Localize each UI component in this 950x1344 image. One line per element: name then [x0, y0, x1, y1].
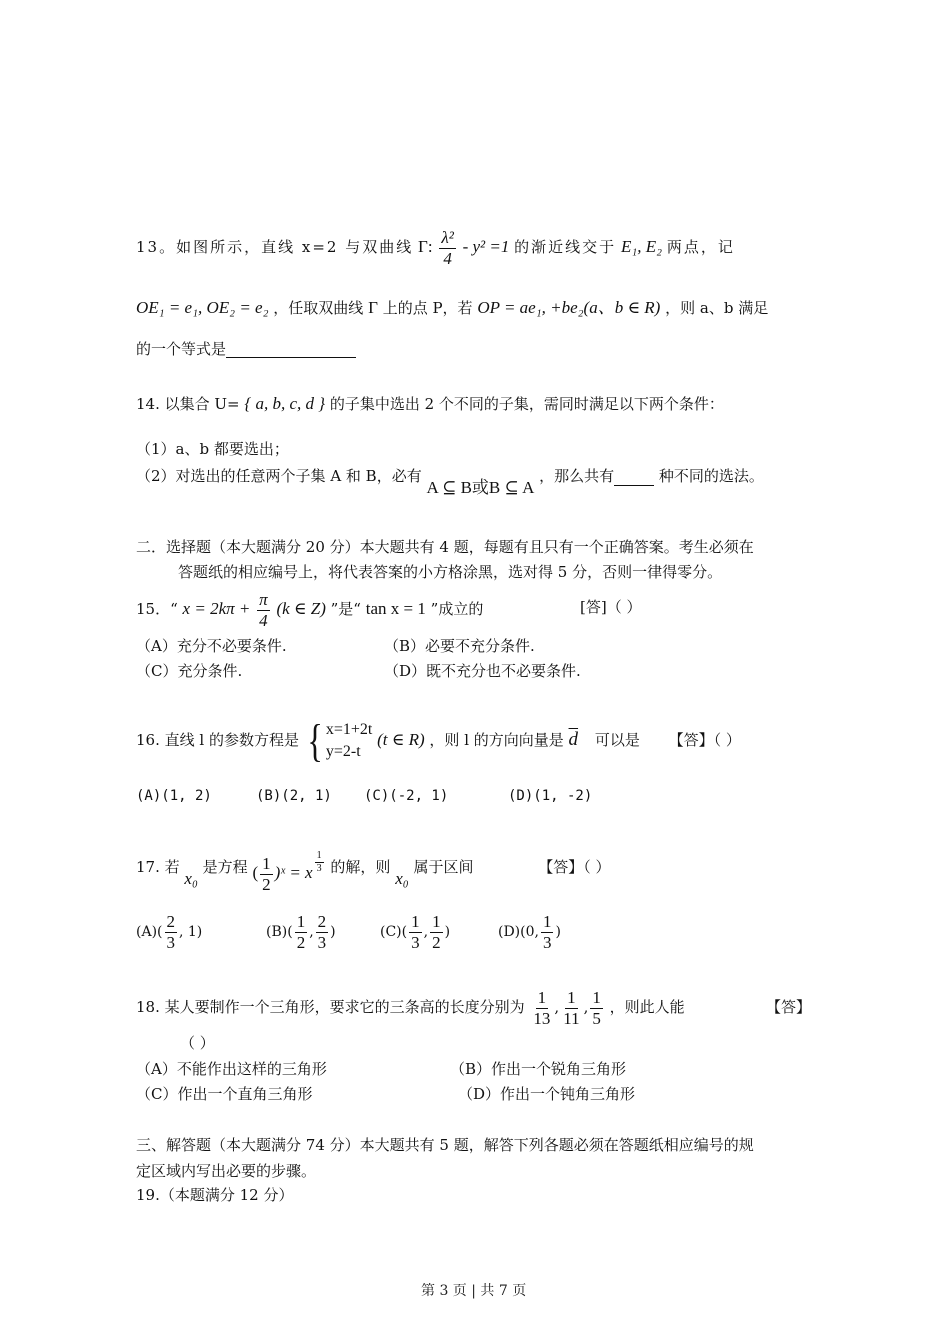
q18-f1-num: 1 — [537, 988, 547, 1007]
q13-hyperbola-den: 4 — [443, 248, 452, 268]
q13-suffix: 两点，记 — [666, 238, 735, 257]
q17-opt-c-comma: , — [423, 924, 429, 941]
q19-title: 19.（本题满分 12 分） — [136, 1186, 294, 1204]
q17-opt-c-d1: 3 — [411, 932, 420, 952]
q15-option-a[interactable]: （A）充分不必要条件. — [136, 637, 287, 655]
q13-op-expr: OP = ae₁, +be₂(a、b ∈ R) — [477, 298, 661, 317]
q13-mid: 的渐近线交于 — [514, 238, 617, 257]
q18-suffix: ，则此人能 — [609, 998, 685, 1017]
q17-equation: ( $\frac{1}{2}$ )ˣ = x $^{\frac{1}{3}}$ — [252, 850, 322, 894]
q18-option-b[interactable]: （B）作出一个锐角三角形 — [450, 1060, 627, 1078]
q13-vectors: OE₁ = e₁, OE₂ = e₂ — [136, 298, 269, 317]
q17-mid2: 的解，则 — [330, 857, 391, 876]
q14-prefix: 14. 以集合 U= — [136, 395, 240, 413]
q15-tan-expr: tan x = 1 — [365, 599, 426, 619]
q15-x-expr: x = 2kπ + — [182, 599, 251, 619]
q18-f3-den: 5 — [592, 1008, 601, 1028]
q17-option-b[interactable] — [266, 912, 336, 952]
q15-pi-fraction — [257, 590, 270, 630]
q14-cond2-suffix: 种不同的选法。 — [658, 467, 764, 485]
q17-exp-num: 1 — [316, 850, 322, 862]
q13-line2 — [136, 298, 768, 318]
q17-opt-c-d2: 2 — [432, 932, 441, 952]
q15-answer: [答]（ ） — [580, 598, 642, 616]
q14-answer-blank[interactable] — [614, 471, 654, 486]
q18-option-d[interactable]: （D）作出一个钝角三角形 — [458, 1085, 636, 1103]
q16-t-domain: (t ∈ R) — [377, 730, 425, 749]
q17-x0b: x₀ — [395, 868, 409, 888]
q16-prefix: 16. 直线 l 的参数方程是 — [136, 731, 299, 749]
q17-opt-b-d2: 3 — [317, 932, 327, 952]
q17-opt-a-label: (A)( — [136, 924, 163, 941]
q16-option-b[interactable]: (B)(2, 1) — [256, 788, 332, 804]
q16-stem — [136, 715, 741, 766]
q15-four: 4 — [259, 610, 268, 630]
q14-cond1: （1）a、b 都要选出； — [136, 440, 289, 458]
q17-opt-b-label: (B)( — [266, 924, 293, 941]
q15-suffix: ”成立的 — [430, 600, 484, 619]
q16-option-d[interactable]: (D)(1, -2) — [508, 788, 593, 804]
q16-brace: { — [307, 715, 323, 766]
q16-system — [304, 715, 373, 766]
q18-option-a[interactable]: （A）不能作出这样的三角形 — [136, 1060, 327, 1078]
q17-stem — [136, 848, 611, 894]
q17-opt-c-label: (C)( — [380, 924, 408, 941]
q13-suffix2: ，则 a、b 满足 — [665, 299, 769, 317]
q15-mid: ”是“ — [330, 600, 361, 619]
q15-option-d[interactable]: （D）既不充分也不必要条件. — [384, 662, 581, 680]
q13-gamma-colon: Γ: — [417, 237, 433, 257]
section3-line1: 三、解答题（本大题满分 74 分）本大题共有 5 题，解答下列各题必须在答题纸相应编号的规 — [136, 1136, 754, 1154]
q13-mid3: 上的点 P，若 — [382, 299, 473, 317]
page-footer: 第 3 页 | 共 7 页 — [421, 1283, 527, 1299]
q17-opt-c-fraction2 — [430, 912, 443, 952]
q17-opt-b-fraction2 — [316, 912, 329, 952]
section2-line2: 答题纸的相应编号上，将代表答案的小方格涂黑，选对得 5 分，否则一律得零分。 — [178, 563, 723, 581]
q17-exp-den: 3 — [316, 862, 322, 874]
q15-option-b[interactable]: （B）必要不充分条件. — [384, 637, 535, 655]
q17-opt-c-close: ) — [444, 924, 451, 941]
q15-pi: π — [259, 590, 268, 609]
q13-hyperbola-rest: - y² =1 — [462, 237, 510, 257]
q16-row1: x=1+2t — [325, 721, 373, 739]
q17-option-d[interactable] — [498, 912, 561, 952]
q17-opt-d-close: ) — [555, 924, 561, 941]
q16-rows — [326, 719, 373, 762]
q17-opt-b-d1: 2 — [296, 932, 306, 952]
q18-f2-den: 11 — [563, 1008, 580, 1028]
q16-answer: 【答】（ ） — [668, 731, 741, 749]
q18-answer: 【答】 — [766, 998, 812, 1016]
q17-option-a[interactable] — [136, 912, 202, 952]
q18-stem: 18. 某人要制作一个三角形，要求它的三条高的长度分别为 $\frac{1}{13}$ , $\frac{1}{11}$ , $\frac{1}{5}$ ，则此人能 — [136, 988, 685, 1028]
q16-option-a[interactable]: (A)(1, 2) — [136, 788, 212, 804]
q13-hyperbola-num: λ² — [441, 228, 454, 247]
q16-row2: y=2-t — [325, 743, 361, 760]
q17-opt-b-n2: 2 — [317, 912, 327, 931]
q13-answer-blank[interactable] — [226, 343, 356, 358]
q18-prefix: 18. 某人要制作一个三角形，要求它的三条高的长度分别为 — [136, 998, 525, 1017]
q13-line3 — [136, 340, 356, 358]
q17-exponent — [315, 850, 324, 874]
q17-opt-b-fraction1 — [295, 912, 308, 952]
q17-eq-num: 1 — [262, 854, 271, 873]
q17-opt-a-den: 3 — [166, 932, 175, 952]
q18-fraction3 — [590, 988, 603, 1028]
q15-prefix: 15．“ — [136, 600, 178, 619]
q15-option-c[interactable]: （C）充分条件. — [136, 662, 243, 680]
q16-suffix: 可以是 — [594, 731, 640, 749]
q14-cond2 — [136, 466, 764, 497]
q17-opt-c-n1: 1 — [411, 912, 420, 931]
q17-opt-d-fraction — [541, 912, 554, 952]
q13-line3-text: 的一个等式是 — [136, 340, 227, 358]
q17-opt-a-num: 2 — [166, 912, 175, 931]
q13-mid2: ，任取双曲线 — [273, 299, 364, 317]
q18-f3-num: 1 — [592, 988, 601, 1007]
q17-opt-b-comma: , — [309, 924, 314, 941]
q13-prefix: 13。如图所示，直线 x=2 与双曲线 — [136, 238, 414, 257]
q17-answer: 【答】（ ） — [538, 857, 611, 876]
q17-eq-rest: )ˣ = x — [274, 862, 313, 882]
q13-points: E₁, E₂ — [620, 237, 663, 257]
q17-opt-d-label: (D)(0, — [498, 924, 539, 941]
q17-opt-d-den: 3 — [542, 932, 552, 952]
q18-fraction1 — [531, 988, 552, 1028]
q17-mid3: 属于区间 — [413, 857, 474, 876]
q16-d-vector: $\overline{d}$ — [568, 729, 579, 750]
q17-opt-b-n1: 1 — [296, 912, 306, 931]
q17-x0: x₀ — [184, 868, 198, 888]
q17-opt-c-n2: 1 — [432, 912, 441, 931]
q16-option-c[interactable]: (C)(-2, 1) — [364, 788, 449, 804]
q17-option-c[interactable] — [380, 912, 450, 952]
q13-line1 — [136, 228, 735, 268]
q14-cond2-mid: ，那么共有 — [539, 467, 615, 485]
q13-gamma: Γ — [368, 298, 378, 317]
q14-line1 — [136, 394, 724, 414]
q17-opt-d-num: 1 — [542, 912, 552, 931]
q14-cond2-prefix: （2）对选出的任意两个子集 A 和 B，必有 — [136, 467, 422, 485]
q17-eq-fraction — [260, 854, 273, 894]
q17-opt-a-fraction — [165, 912, 178, 952]
q18-fraction2 — [561, 988, 581, 1028]
q18-option-c[interactable]: （C）作出一个直角三角形 — [136, 1085, 313, 1103]
q17-prefix: 17. 若 — [136, 857, 180, 876]
q14-suffix: 的子集中选出 2 个不同的子集，需同时满足以下两个条件： — [329, 395, 724, 413]
q14-cond2-expr: A ⊆ B或B ⊆ A — [426, 478, 535, 497]
q17-eq-den: 2 — [262, 874, 271, 894]
q18-paren: （ ） — [180, 1034, 215, 1052]
q17-opt-b-close: ) — [330, 924, 336, 941]
q17-opt-a-rest: , 1) — [179, 924, 203, 941]
q18-f1-den: 13 — [533, 1008, 551, 1028]
q15-stem — [136, 590, 483, 630]
q18-f2-num: 1 — [567, 988, 576, 1007]
section2-line1: 二．选择题（本大题满分 20 分）本大题共有 4 题，每题有且只有一个正确答案。考生必须在 — [136, 538, 754, 556]
q13-hyperbola-fraction — [439, 228, 455, 268]
q17-mid1: 是方程 — [202, 857, 248, 876]
section3-line2: 定区域内写出必要的步骤。 — [136, 1162, 317, 1180]
q17-opt-c-fraction1 — [409, 912, 422, 952]
q15-k-expr: (k ∈ Z) — [276, 599, 326, 619]
q14-set: { a, b, c, d } — [244, 394, 326, 413]
q16-mid: ，则 l 的方向向量是 — [429, 731, 564, 749]
